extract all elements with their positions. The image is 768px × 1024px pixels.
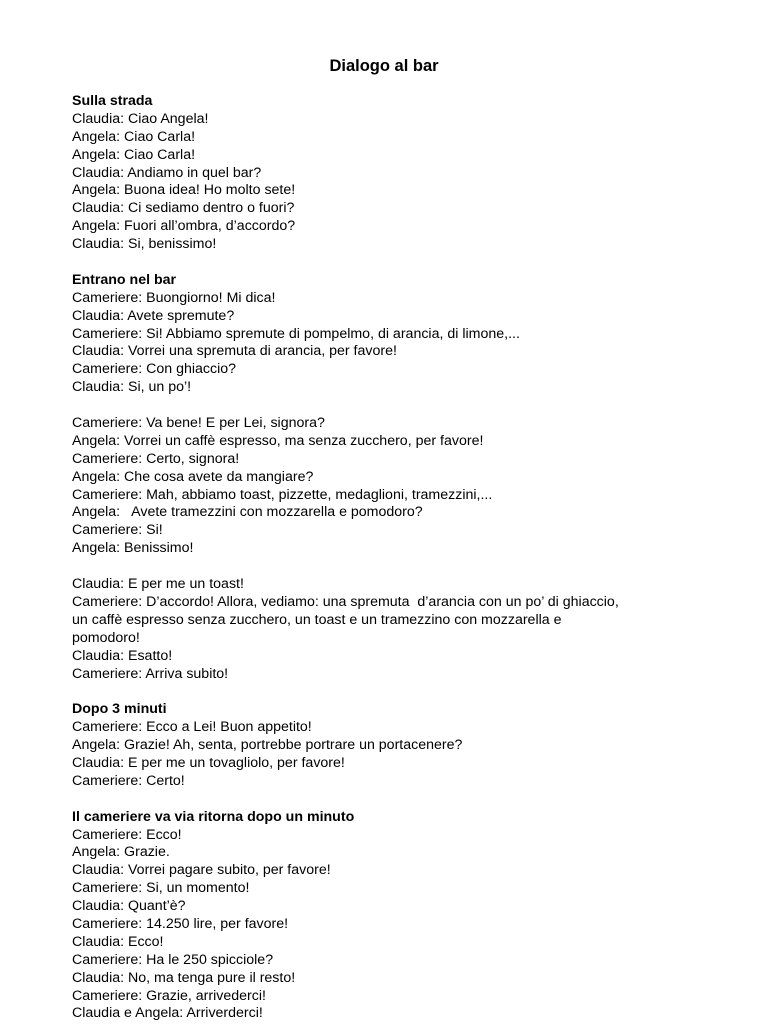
section-spacer <box>72 397 712 415</box>
dialogue-line: Cameriere: Ha le 250 spicciole? <box>72 951 274 968</box>
dialogue-line: Claudia: E per me un tovagliolo, per favore! <box>72 754 345 771</box>
section-spacer <box>72 254 712 272</box>
dialogue-line: Cameriere: Certo, signora! <box>72 450 240 467</box>
dialogue-line: Cameriere: Si, un momento! <box>72 880 250 897</box>
dialogue-line: Cameriere: Mah, abbiamo toast, pizzette, medaglioni, tramezzini,... <box>72 486 493 503</box>
dialogue-section <box>72 701 712 790</box>
dialogue-line: Angela: Grazie. <box>72 844 170 861</box>
dialogue-body <box>72 93 712 1023</box>
dialogue-line: Claudia: Ciao Angela! <box>72 110 209 127</box>
dialogue-line: Angela: Grazie! Ah, senta, portrebbe portrare un portacenere? <box>72 737 463 754</box>
dialogue-line: Angela: Ciao Carla! <box>72 128 196 145</box>
section-spacer <box>72 558 712 576</box>
section-spacer <box>72 791 712 809</box>
dialogue-line: Claudia: E per me un toast! <box>72 576 244 593</box>
section-heading: Dopo 3 minuti <box>72 701 167 718</box>
dialogue-line: un caffè espresso senza zucchero, un toast e un tramezzino con mozzarella e <box>72 611 562 628</box>
dialogue-line: Claudia: Vorrei una spremuta di arancia, per favore! <box>72 343 397 360</box>
dialogue-line: Angela: Che cosa avete da mangiare? <box>72 468 314 485</box>
dialogue-line: Cameriere: Va bene! E per Lei, signora? <box>72 415 325 432</box>
dialogue-line: Cameriere: Si! <box>72 522 163 539</box>
section-heading: Sulla strada <box>72 93 153 109</box>
dialogue-line: Cameriere: 14.250 lire, per favore! <box>72 915 289 932</box>
dialogue-line: Cameriere: Arriva subito! <box>72 665 229 682</box>
dialogue-line: Angela: Buona idea! Ho molto sete! <box>72 182 296 199</box>
section-spacer <box>72 683 712 701</box>
dialogue-section <box>72 576 712 683</box>
document-title: Dialogo al bar <box>329 57 439 75</box>
dialogue-section <box>72 809 712 1024</box>
dialogue-line: Claudia: Vorrei pagare subito, per favore! <box>72 862 331 879</box>
dialogue-line: Claudia: Si, benissimo! <box>72 236 217 253</box>
dialogue-line: Cameriere: Buongiorno! Mi dica! <box>72 289 276 306</box>
dialogue-line: Angela: Vorrei un caffè espresso, ma senza zucchero, per favore! <box>72 432 484 449</box>
dialogue-line: Cameriere: Ecco a Lei! Buon appetito! <box>72 719 312 736</box>
dialogue-line: pomodoro! <box>72 629 140 646</box>
dialogue-line: Claudia: Si, un po’! <box>72 379 192 396</box>
dialogue-line: Claudia: No, ma tenga pure il resto! <box>72 969 296 986</box>
section-heading: Entrano nel bar <box>72 271 177 288</box>
dialogue-line: Claudia: Avete spremute? <box>72 307 235 324</box>
dialogue-line: Angela: Ciao Carla! <box>72 146 196 163</box>
dialogue-line: Cameriere: Ecco! <box>72 826 182 843</box>
dialogue-section <box>72 415 712 558</box>
dialogue-line: Cameriere: D’accordo! Allora, vediamo: una spremuta d’arancia con un po’ di ghiaccio, <box>72 593 619 610</box>
dialogue-line: Claudia e Angela: Arriverderci! <box>72 1005 263 1022</box>
dialogue-line: Claudia: Quant’è? <box>72 898 186 915</box>
section-heading: Il cameriere va via ritorna dopo un minuto <box>72 808 355 825</box>
dialogue-line: Angela: Benissimo! <box>72 540 194 557</box>
dialogue-line: Angela: Avete tramezzini con mozzarella e pomodoro? <box>72 504 423 521</box>
dialogue-line: Cameriere: Si! Abbiamo spremute di pompelmo, di arancia, di limone,... <box>72 325 520 342</box>
dialogue-line: Cameriere: Certo! <box>72 772 185 789</box>
dialogue-section <box>72 272 712 397</box>
dialogue-line: Claudia: Esatto! <box>72 647 173 664</box>
dialogue-line: Cameriere: Con ghiaccio? <box>72 361 237 378</box>
dialogue-line: Cameriere: Grazie, arrivederci! <box>72 987 266 1004</box>
dialogue-section <box>72 93 712 254</box>
dialogue-line: Claudia: Ci sediamo dentro o fuori? <box>72 200 295 217</box>
dialogue-line: Claudia: Andiamo in quel bar? <box>72 164 262 181</box>
dialogue-line: Angela: Fuori all’ombra, d’accordo? <box>72 218 296 235</box>
dialogue-line: Claudia: Ecco! <box>72 933 164 950</box>
